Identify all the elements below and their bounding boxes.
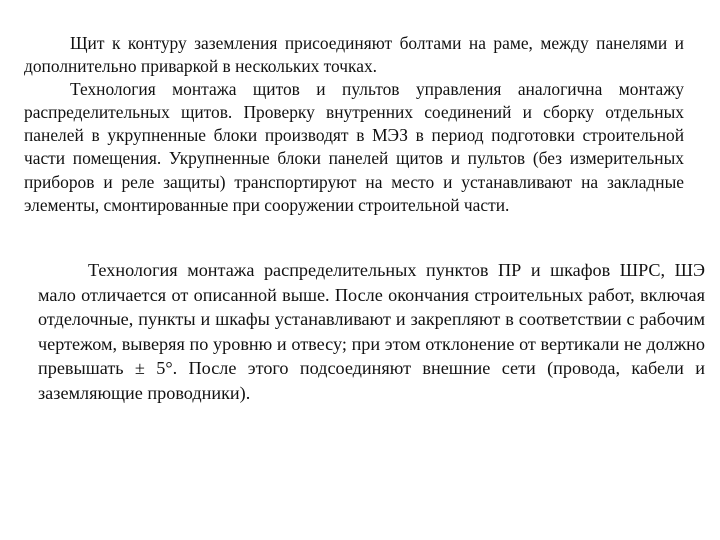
paragraph-distribution-points: Технология монтажа распределительных пунктов ПР и шкафов ШРС, ШЭ мало отличается от описанной выше. После окончания строительных работ, включая отделочные, пункты и шкафы устанавливают и закрепляют в соответствии с рабочим чертежом, выверяя по уровню и отвесу; при этом отклонение от вертикали не должно превышать ± 5°. После этого подсоединяют внешние сети (провода, кабели и заземляющие проводники). <box>38 260 705 403</box>
text-block-grounding-and-panels <box>24 32 684 217</box>
text-block-distribution-points <box>38 258 705 406</box>
paragraph-control-panels: Технология монтажа щитов и пультов управления аналогична монтажу распределительных щитов. Проверку внутренних соединений и сборку отдельных панелей в укрупненные блоки производят в МЭЗ в период подготовки строительной части помещения. Укрупненные блоки панелей щитов и пультов (без измерительных приборов и реле защиты) транспортируют на место и устанавливают на закладные элементы, смонтированные при сооружении строительной части. <box>24 79 684 215</box>
paragraph-grounding: Щит к контуру заземления присоединяют болтами на раме, между панелями и дополнительно приваркой в нескольких точках. <box>24 33 684 77</box>
